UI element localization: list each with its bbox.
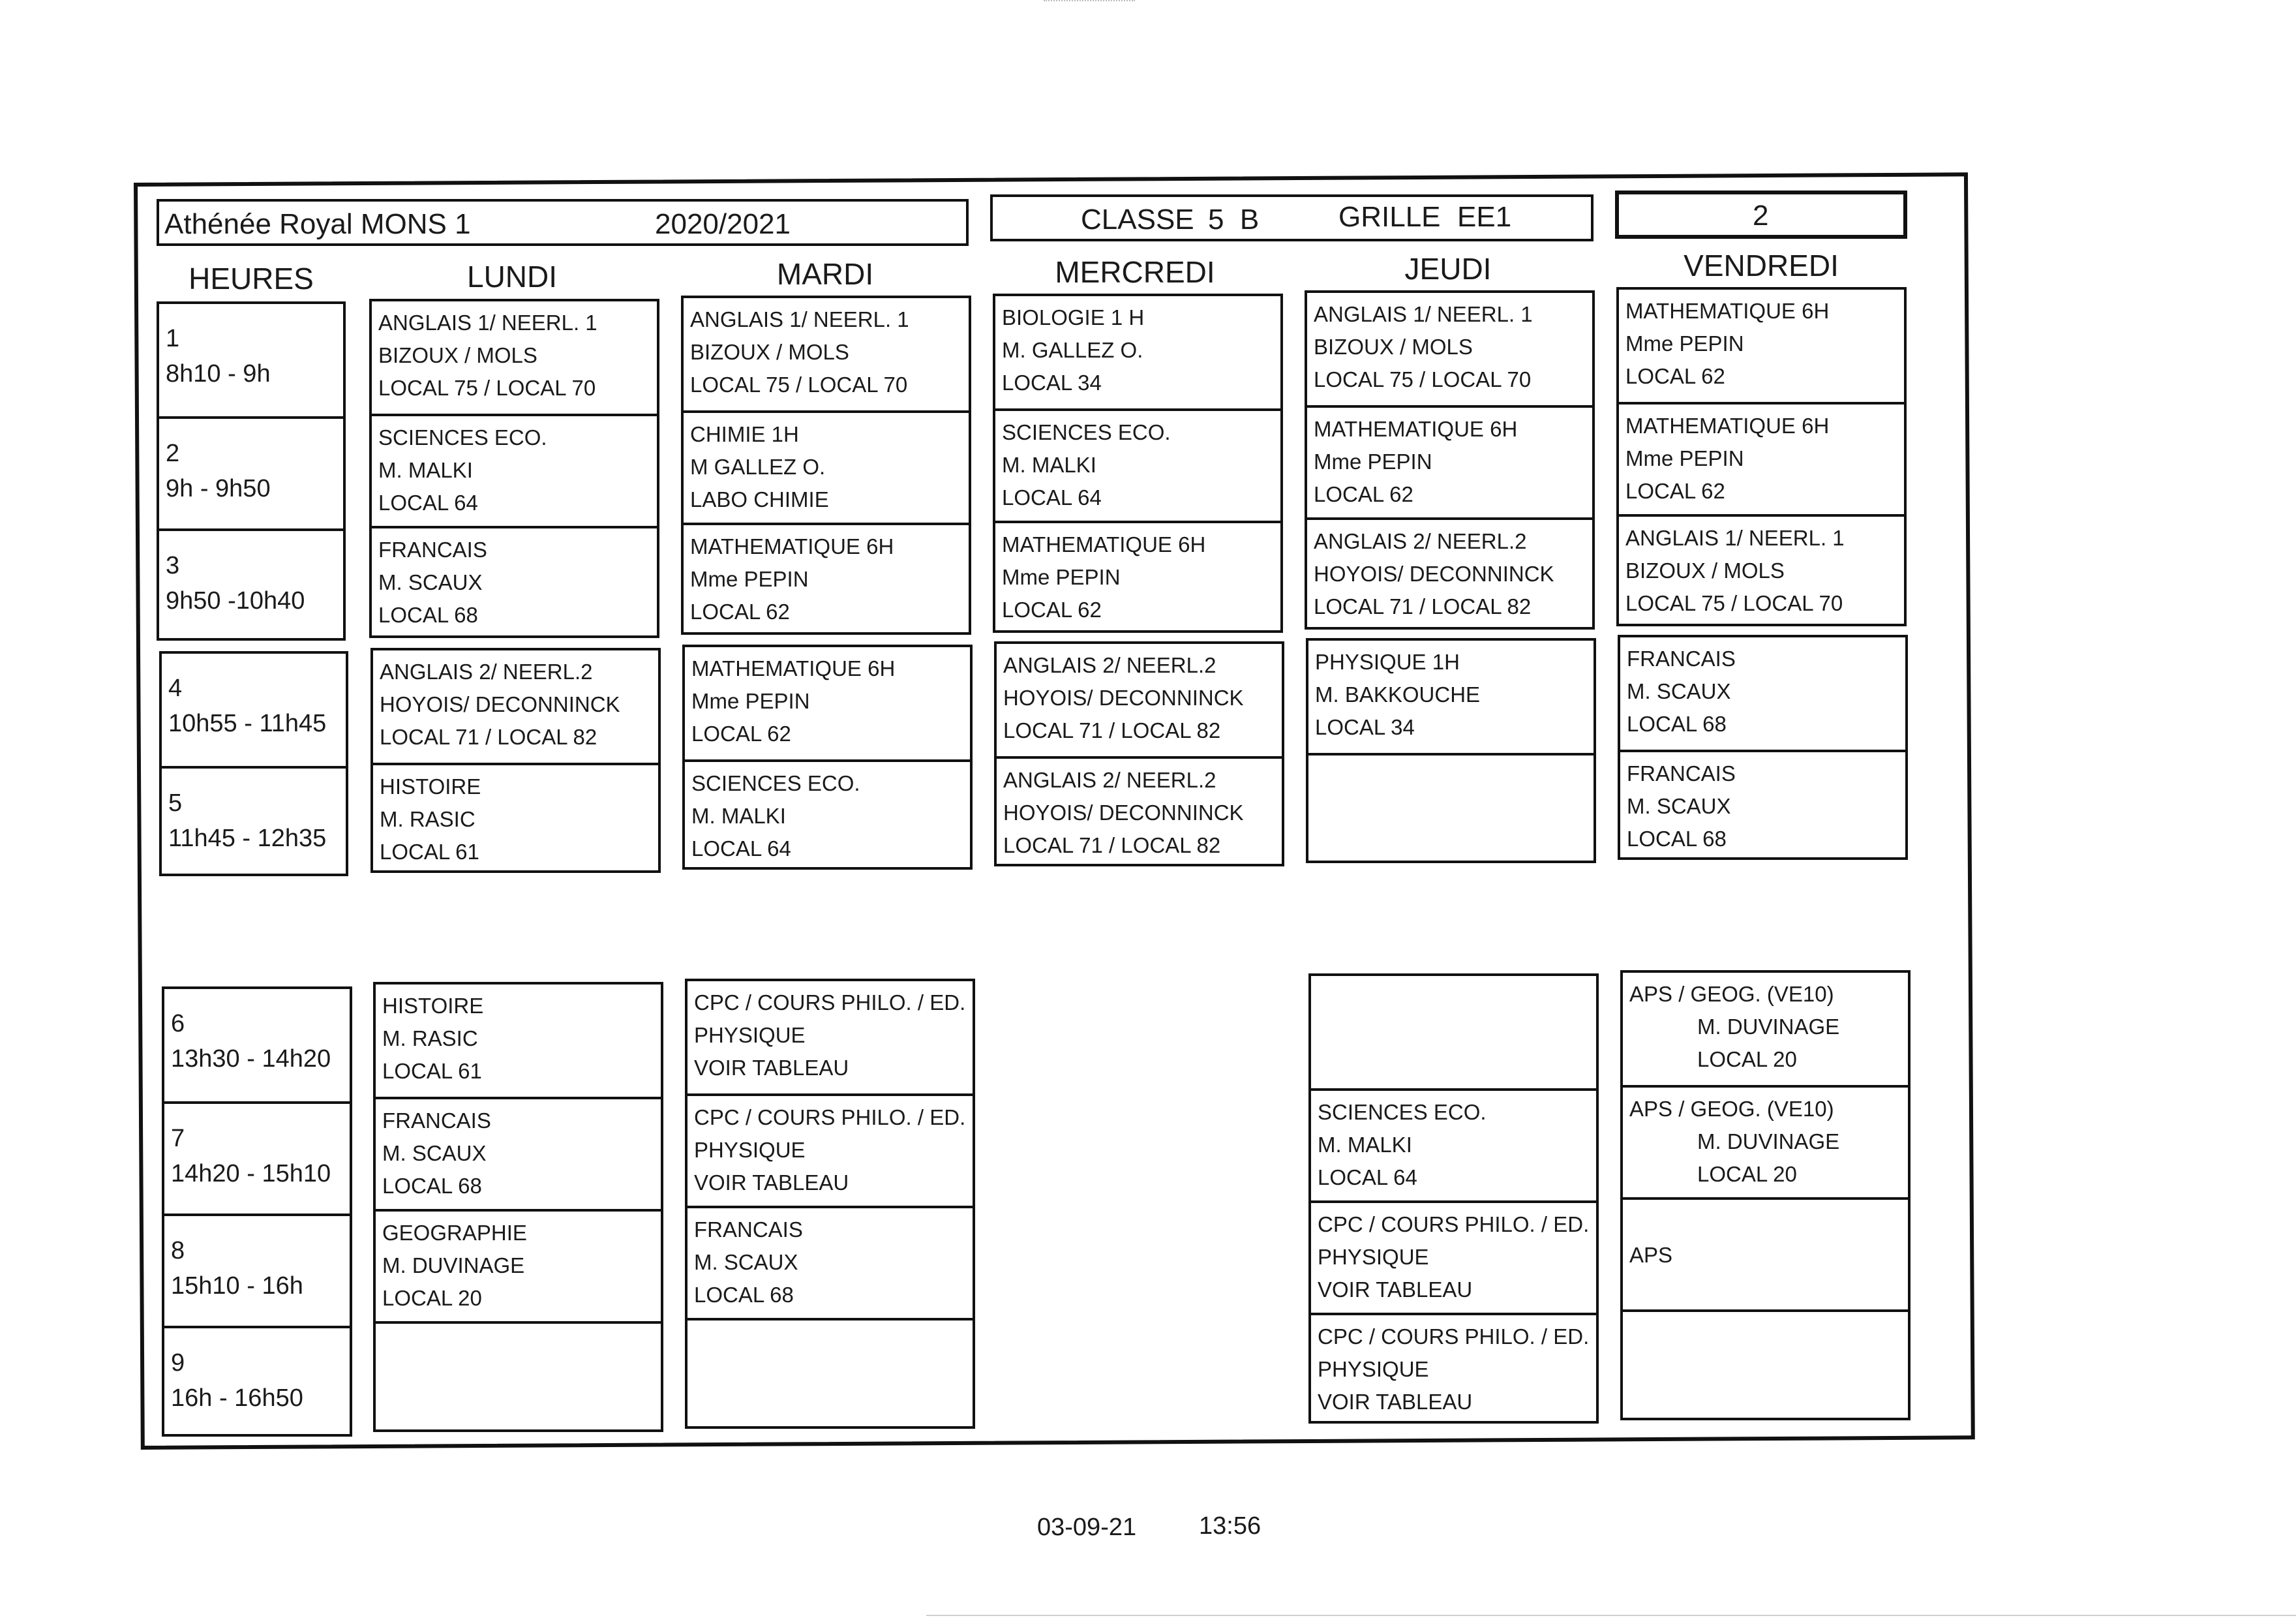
hour-row: 4 10h55 - 11h45: [168, 675, 327, 737]
hour-row: 6 13h30 - 14h20: [171, 1010, 331, 1073]
school-year: 2020/2021: [655, 208, 791, 240]
lesson-cell: MATHEMATIQUE 6H Mme PEPIN LOCAL 62: [995, 521, 1280, 633]
print-time: 13:56: [1199, 1512, 1261, 1540]
print-date: 03-09-21: [1037, 1514, 1137, 1541]
lundi-morning-b: [370, 648, 661, 873]
hour-row: 1 8h10 - 9h: [166, 325, 271, 388]
page-number: 2: [1753, 200, 1769, 232]
hour-row: 7 14h20 - 15h10: [164, 1101, 350, 1214]
lesson-cell: MATHEMATIQUE 6H Mme PEPIN LOCAL 62: [1625, 299, 1830, 388]
lesson-cell: FRANCAIS M. SCAUX LOCAL 68: [1620, 750, 1905, 862]
lesson-cell: CPC / COURS PHILO. / ED. PHYSIQUE VOIR TABLEAU: [687, 1093, 973, 1206]
school-header-box: [157, 199, 969, 246]
lesson-cell: CPC / COURS PHILO. / ED. PHYSIQUE VOIR TABLEAU: [1311, 1313, 1596, 1425]
classe-value: 5 B: [1208, 204, 1260, 236]
lesson-cell: ANGLAIS 1/ NEERL. 1 BIZOUX / MOLS LOCAL 75 / LOCAL 70: [690, 307, 909, 397]
lesson-cell: CPC / COURS PHILO. / ED. PHYSIQUE VOIR TABLEAU: [694, 990, 966, 1080]
lesson-cell: FRANCAIS M. SCAUX LOCAL 68: [376, 1097, 661, 1209]
mercredi-morning-b: [994, 641, 1284, 866]
lesson-cell: ANGLAIS 1/ NEERL. 1 BIZOUX / MOLS LOCAL 75 / LOCAL 70: [1314, 302, 1533, 391]
lundi-afternoon: [373, 982, 663, 1432]
lesson-cell: APS / GEOG. (VE10) M. DUVINAGE LOCAL 20: [1623, 1085, 1908, 1197]
lesson-cell: SCIENCES ECO. M. MALKI LOCAL 64: [685, 759, 970, 872]
lesson-cell: MATHEMATIQUE 6H Mme PEPIN LOCAL 62: [1307, 405, 1592, 517]
mardi-morning-a: [681, 296, 971, 635]
lesson-cell: PHYSIQUE 1H M. BAKKOUCHE LOCAL 34: [1315, 650, 1481, 739]
hour-row: 9 16h - 16h50: [164, 1326, 350, 1438]
jeudi-morning-a: [1305, 290, 1595, 630]
page-number-box: [1615, 191, 1907, 239]
lesson-cell: HISTOIRE M. RASIC LOCAL 61: [382, 994, 484, 1083]
vendredi-header: VENDREDI: [1684, 249, 1839, 282]
scan-edge-line: [926, 1615, 2296, 1616]
lesson-cell: APS / GEOG. (VE10) M. DUVINAGE LOCAL 20: [1629, 982, 1840, 1071]
lesson-cell: MATHEMATIQUE 6H Mme PEPIN LOCAL 62: [1619, 402, 1904, 514]
lesson-cell: BIOLOGIE 1 H M. GALLEZ O. LOCAL 34: [1002, 305, 1145, 395]
lesson-cell: FRANCAIS M. SCAUX LOCAL 68: [372, 526, 657, 638]
lesson-cell: ANGLAIS 2/ NEERL.2 HOYOIS/ DECONNINCK LOCAL 71 / LOCAL 82: [997, 756, 1282, 868]
lesson-cell: FRANCAIS M. SCAUX LOCAL 68: [687, 1206, 973, 1318]
lesson-cell-empty: [1311, 976, 1596, 1088]
lesson-cell: GEOGRAPHIE M. DUVINAGE LOCAL 20: [376, 1209, 661, 1321]
lesson-cell: HISTOIRE M. RASIC LOCAL 61: [373, 763, 658, 875]
scan-mark: [1044, 0, 1135, 4]
vendredi-morning-b: [1618, 635, 1908, 860]
lesson-cell: MATHEMATIQUE 6H Mme PEPIN LOCAL 62: [684, 523, 969, 635]
grille-label: GRILLE: [1338, 201, 1441, 233]
lesson-cell: ANGLAIS 2/ NEERL.2 HOYOIS/ DECONNINCK LOCAL 71 / LOCAL 82: [380, 660, 620, 749]
lesson-cell: MATHEMATIQUE 6H Mme PEPIN LOCAL 62: [691, 656, 896, 746]
lesson-cell: APS: [1623, 1197, 1908, 1309]
jeudi-afternoon: [1308, 973, 1599, 1424]
hour-row: 2 9h - 9h50: [159, 416, 343, 528]
jeudi-morning-b: [1306, 638, 1596, 863]
mercredi-morning-a: [993, 294, 1283, 633]
lesson-cell: FRANCAIS M. SCAUX LOCAL 68: [1627, 647, 1736, 736]
lesson-cell: CHIMIE 1H M GALLEZ O. LABO CHIMIE: [684, 410, 969, 523]
grille-value: EE1: [1457, 201, 1512, 233]
class-header-box: [990, 194, 1594, 241]
mardi-morning-b: [682, 645, 973, 870]
lundi-header: LUNDI: [466, 260, 558, 294]
hours-morning-b: [159, 651, 348, 876]
mardi-header: MARDI: [776, 257, 874, 291]
hours-afternoon: [162, 986, 352, 1437]
lesson-cell: SCIENCES ECO. M. MALKI LOCAL 64: [1311, 1088, 1596, 1200]
lesson-cell: CPC / COURS PHILO. / ED. PHYSIQUE VOIR TABLEAU: [1311, 1200, 1596, 1313]
jeudi-header: JEUDI: [1404, 252, 1492, 286]
lesson-cell: ANGLAIS 1/ NEERL. 1 BIZOUX / MOLS LOCAL 75 / LOCAL 70: [378, 311, 597, 400]
lesson-cell-empty: [1308, 753, 1594, 865]
lesson-cell: ANGLAIS 2/ NEERL.2 HOYOIS/ DECONNINCK LOCAL 71 / LOCAL 82: [1307, 517, 1592, 630]
vendredi-morning-a: [1616, 287, 1907, 626]
vendredi-afternoon: [1620, 970, 1911, 1420]
mardi-afternoon: [685, 979, 975, 1429]
school-name: Athénée Royal MONS 1: [164, 208, 471, 240]
lesson-cell-empty: [376, 1321, 661, 1433]
classe-label: CLASSE: [1081, 204, 1194, 236]
lesson-cell: ANGLAIS 1/ NEERL. 1 BIZOUX / MOLS LOCAL 75 / LOCAL 70: [1619, 514, 1904, 626]
hour-row: 8 15h10 - 16h: [164, 1214, 350, 1326]
lundi-morning-a: [369, 299, 659, 638]
hours-morning-a: [157, 301, 346, 641]
lesson-cell: ANGLAIS 2/ NEERL.2 HOYOIS/ DECONNINCK LOCAL 71 / LOCAL 82: [1003, 653, 1244, 742]
lesson-cell: SCIENCES ECO. M. MALKI LOCAL 64: [995, 408, 1280, 521]
lesson-cell-empty: [1623, 1309, 1908, 1422]
hour-row: 5 11h45 - 12h35: [162, 766, 346, 878]
mercredi-header: MERCREDI: [1055, 255, 1215, 289]
lesson-cell: SCIENCES ECO. M. MALKI LOCAL 64: [372, 414, 657, 526]
hour-row: 3 9h50 -10h40: [159, 528, 343, 641]
lesson-cell-empty: [687, 1318, 973, 1430]
heures-header: HEURES: [189, 262, 314, 296]
